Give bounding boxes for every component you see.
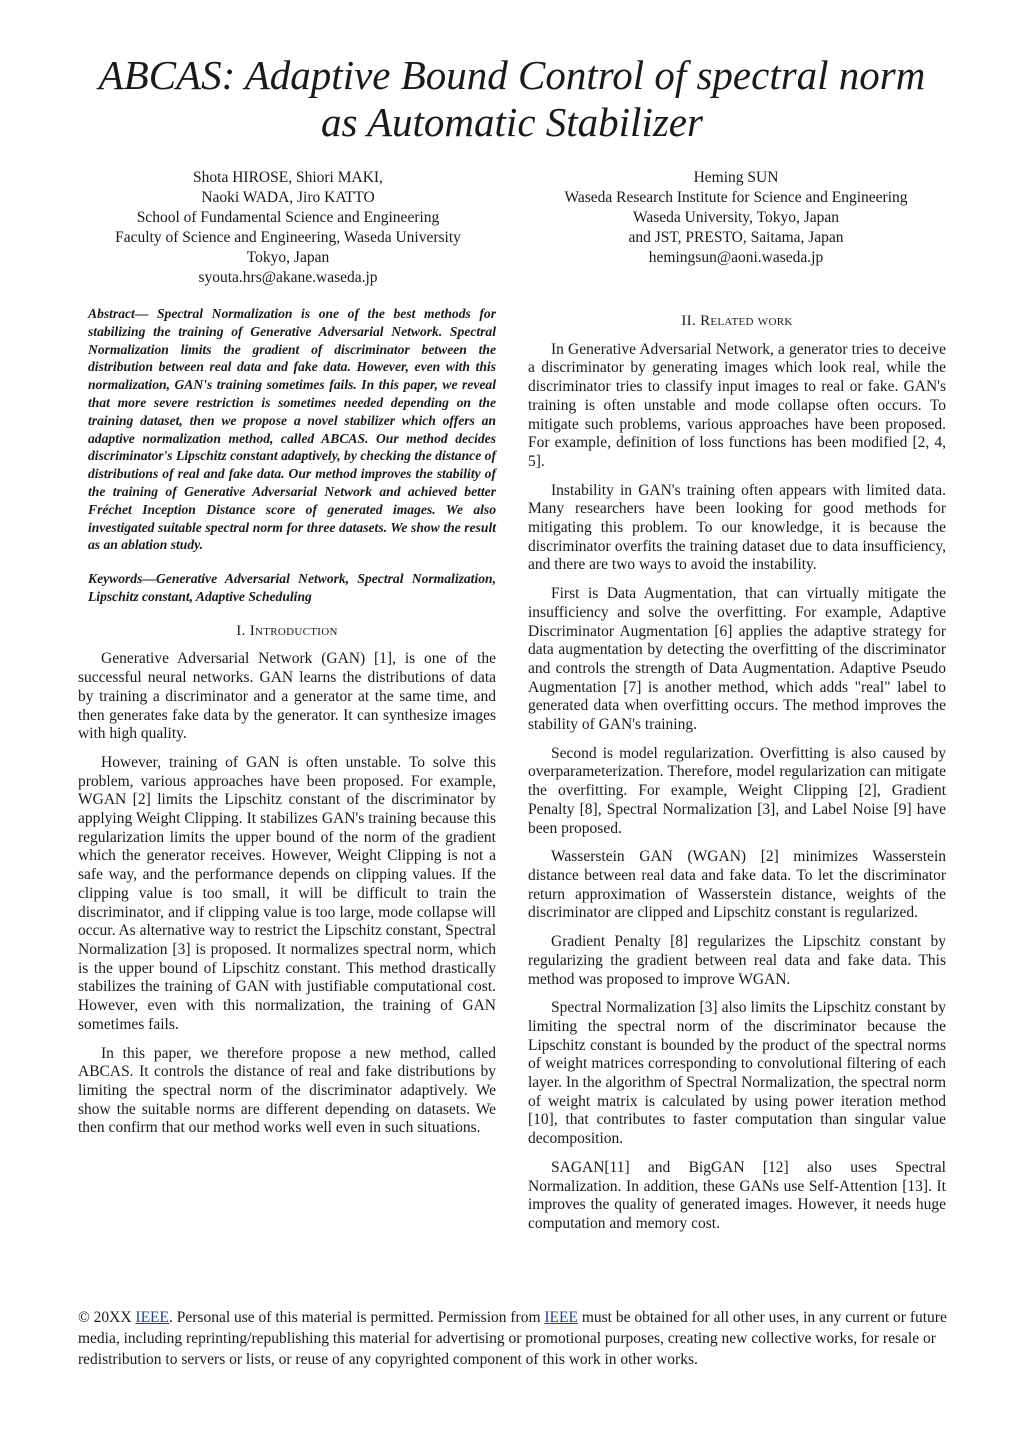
author-email: hemingsun@aoni.waseda.jp <box>648 249 824 266</box>
copyright-notice <box>78 1307 950 1370</box>
paragraph: Second is model regularization. Overfitting is also caused by overparameterization. Therefore, model regularization can mitigate the overfitting. For example, Weight Clipping [2], Gradient Penalty [8], Spectral Normalization [3], and Label Noise [9] have been proposed. <box>528 744 946 837</box>
paragraph: However, training of GAN is often unstable. To solve this problem, various approaches have been proposed. For example, WGAN [2] limits the Lipschitz constant of the discriminator by applying Weight Clipping. It stabilizes GAN's training because this regularization limits the upper bound of the norm of the gradient which the generator receives. However, Weight Clipping is not a safe way, and the performance depends on clipping values. If the clipping value is too small, it will be difficult to train the discriminator, and if clipping value is too large, mode collapse will occur. As alternative way to restrict the Lipschitz constant, Spectral Normalization [3] is proposed. It normalizes spectral norm, which is the upper bound of Lipschitz constant. This method drastically stabilizes the training of GAN with justifiable computational cost. However, even with this normalization, the training of GAN sometimes fails. <box>78 753 496 1033</box>
footer-prefix: © 20XX <box>78 1309 136 1326</box>
abstract <box>78 305 496 554</box>
paragraph: First is Data Augmentation, that can virtually mitigate the insufficiency and solve the overfitting. For example, Adaptive Discriminator Augmentation [6] applies the adaptive strategy for data augmentation by detecting the overfitting of the discriminator and controls the strength of Data Augmentation. Adaptive Pseudo Augmentation [7] is another method, which adds "real" label to generated data when overfitting occurs. The method improves the stability of GAN's training. <box>528 585 946 734</box>
footer-suffix: must be obtained for all other uses, in any current or future media, including reprinting/republishing this material for advertising or promotional purposes, creating new collective works, for resale or redistribution to servers or lists, or reuse of any copyrighted component of this work in other works. <box>78 1309 947 1368</box>
title-line-1: ABCAS: Adaptive Bound Control of spectral norm <box>98 52 926 98</box>
section-heading-introduction <box>78 622 496 641</box>
paragraph: In this paper, we therefore propose a new method, called ABCAS. It controls the distance of real and fake distributions by limiting the spectral norm of the discriminator adaptively. We show the suitable norms are different depending on datasets. We then confirm that our method works well even in such situations. <box>78 1044 496 1137</box>
paragraph: In Generative Adversarial Network, a generator tries to deceive a discriminator by generating images which look real, while the discriminator tries to classify input images to real or fake. GAN's training is often unstable and mode collapse often occurs. To mitigate such problems, various approaches have been proposed. For example, definition of loss functions has been modified [2, 4, 5]. <box>528 340 946 470</box>
author-email: syouta.hrs@akane.waseda.jp <box>198 269 378 286</box>
author-block-left <box>78 168 498 288</box>
right-column <box>528 312 946 1244</box>
paragraph: Wasserstein GAN (WGAN) [2] minimizes Wasserstein distance between real data and fake data. To let the discriminator return approximation of Wasserstein distance, weights of the discriminator are clipped and Lipschitz constant is regularized. <box>528 848 946 922</box>
paragraph: Generative Adversarial Network (GAN) [1], is one of the successful neural networks. GAN learns the distributions of data by training a discriminator and a generator at the same time, and then generates fake data by the generator. It can synthesize images with high quality. <box>78 650 496 743</box>
keywords: Keywords—Generative Adversarial Network, Spectral Normalization, Lipschitz constant, Adaptive Scheduling <box>88 571 496 604</box>
section-heading-related-work <box>528 312 946 331</box>
section-title: Introduction <box>249 622 338 639</box>
author-line: Heming SUN <box>693 169 779 186</box>
paragraph: Spectral Normalization [3] also limits the Lipschitz constant by limiting the spectral norm of the discriminator because the Lipschitz constant is bounded by the product of the spectral norms of weight matrices corresponding to convolutional filtering of each layer. In the algorithm of Spectral Normalization, the spectral norm of weight matrix is calculated by using power iteration method [10], that contributes to faster computation than singular value decomposition. <box>528 999 946 1148</box>
paragraph: SAGAN[11] and BigGAN [12] also uses Spectral Normalization. In addition, these GANs use Self-Attention [13]. It improves the quality of generated images. However, it needs huge computation and memory cost. <box>528 1158 946 1232</box>
section-title: Related work <box>700 313 793 329</box>
affiliation-line: Faculty of Science and Engineering, Waseda University <box>115 229 461 246</box>
author-line: Naoki WADA, Jiro KATTO <box>201 189 375 206</box>
title-line-2: as Automatic Stabilizer <box>321 99 703 145</box>
affiliation-line: Tokyo, Japan <box>246 249 330 266</box>
footer-middle: . Personal use of this material is permitted. Permission from <box>169 1309 545 1326</box>
author-line: Shota HIROSE, Shiori MAKI, <box>193 169 383 186</box>
affiliation-line: and JST, PRESTO, Saitama, Japan <box>628 229 844 246</box>
section-number: I. <box>236 622 246 639</box>
abstract-lead: Abstract— <box>88 306 149 321</box>
ieee-link[interactable]: IEEE <box>135 1309 169 1326</box>
affiliation-line: School of Fundamental Science and Engineering <box>136 209 440 226</box>
affiliation-line: Waseda Research Institute for Science and Engineering <box>564 189 908 206</box>
author-block-right <box>526 168 946 268</box>
left-column <box>78 305 496 1148</box>
ieee-link[interactable]: IEEE <box>544 1309 578 1326</box>
paper-title <box>40 52 984 146</box>
paragraph: Instability in GAN's training often appears with limited data. Many researchers have been looking for good methods for mitigating this problem. To our knowledge, it is because the discriminator overfits the training dataset due to data insufficiency, and there are two ways to avoid the instability. <box>528 481 946 574</box>
affiliation-line: Waseda University, Tokyo, Japan <box>632 209 839 226</box>
abstract-text: Spectral Normalization is one of the best methods for stabilizing the training of Generative Adversarial Network. Spectral Normalization limits the gradient of discriminator between the distribution between real data and fake data. However, even with this normalization, GAN's training sometimes fails. In this paper, we reveal that more severe restriction is sometimes needed depending on the training dataset, then we propose a novel stabilizer which offers an adaptive normalization method, called ABCAS. Our method decides discriminator's Lipschitz constant adaptively, by checking the distance of distributions of real and fake data. Our method improves the stability of the training of Generative Adversarial Network and achieved better Fréchet Inception Distance score of generated images. We also investigated suitable spectral norm for three datasets. We show the result as an ablation study. <box>88 306 496 553</box>
paragraph: Gradient Penalty [8] regularizes the Lipschitz constant by regularizing the gradient between real data and fake data. This method was proposed to improve WGAN. <box>528 933 946 988</box>
section-number: II. <box>681 313 697 329</box>
